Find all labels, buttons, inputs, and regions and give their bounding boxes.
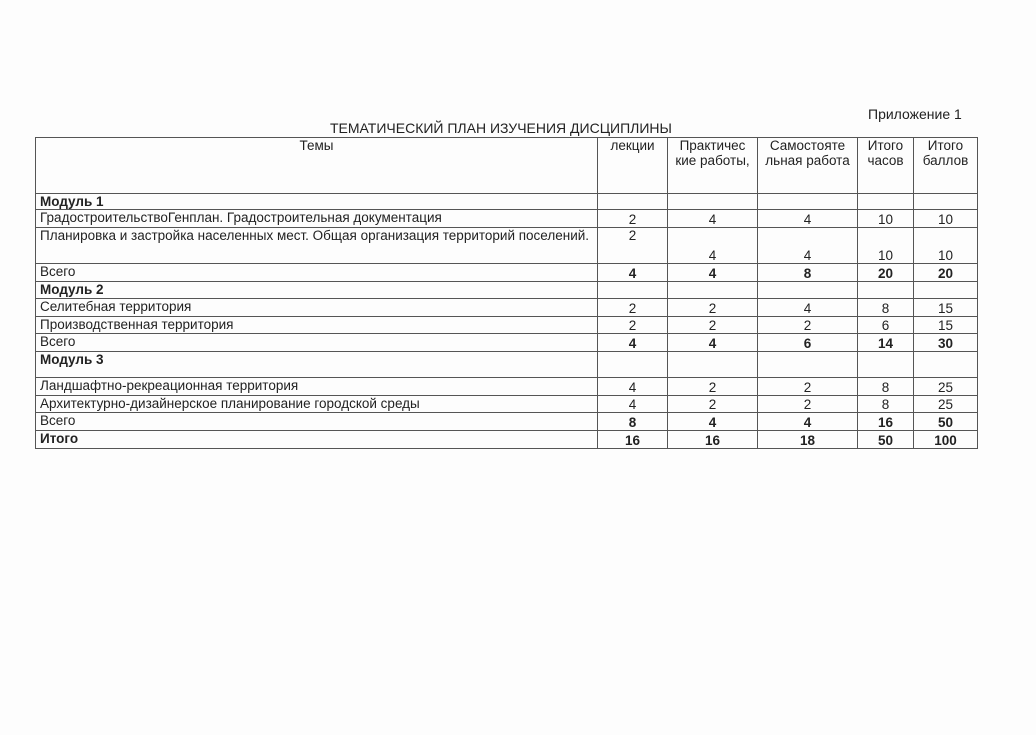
topic-cell: Селитебная территория <box>36 299 598 317</box>
value-cell: 4 <box>668 228 758 264</box>
table-row <box>36 334 978 352</box>
value-cell <box>668 352 758 378</box>
header-total-points: Итого баллов <box>914 138 978 194</box>
value-cell: 16 <box>668 431 758 449</box>
value-cell <box>858 194 914 210</box>
header-topics: Темы <box>36 138 598 194</box>
table-row <box>36 210 978 228</box>
header-practical: Практичес кие работы, <box>668 138 758 194</box>
header-self-study: Самостояте льная работа <box>758 138 858 194</box>
topic-cell: Производственная территория <box>36 317 598 334</box>
topic-cell: Модуль 3 <box>36 352 598 378</box>
value-cell: 20 <box>858 264 914 282</box>
value-cell: 10 <box>914 228 978 264</box>
value-cell: 8 <box>858 396 914 413</box>
table-row <box>36 194 978 210</box>
table-row <box>36 264 978 282</box>
value-cell: 2 <box>668 378 758 396</box>
value-cell <box>598 282 668 299</box>
value-cell: 4 <box>598 264 668 282</box>
value-cell: 4 <box>668 264 758 282</box>
topic-cell: Модуль 1 <box>36 194 598 210</box>
value-cell <box>914 282 978 299</box>
value-cell: 4 <box>668 210 758 228</box>
document-title: ТЕМАТИЧЕСКИЙ ПЛАН ИЗУЧЕНИЯ ДИСЦИПЛИНЫ <box>330 120 672 136</box>
value-cell: 8 <box>858 299 914 317</box>
table-row <box>36 378 978 396</box>
value-cell: 2 <box>758 317 858 334</box>
value-cell: 6 <box>858 317 914 334</box>
value-cell: 4 <box>598 378 668 396</box>
topic-cell: Планировка и застройка населенных мест. Общая организация территорий поселений. <box>36 228 598 264</box>
value-cell <box>858 282 914 299</box>
value-cell: 4 <box>758 210 858 228</box>
value-cell: 8 <box>858 378 914 396</box>
table-row <box>36 396 978 413</box>
value-cell: 16 <box>598 431 668 449</box>
value-cell: 4 <box>668 334 758 352</box>
value-cell <box>758 352 858 378</box>
table-row <box>36 317 978 334</box>
topic-cell: Всего <box>36 264 598 282</box>
value-cell <box>668 282 758 299</box>
topic-cell: Модуль 2 <box>36 282 598 299</box>
value-cell: 10 <box>914 210 978 228</box>
value-cell: 50 <box>858 431 914 449</box>
value-cell: 4 <box>758 299 858 317</box>
table-row <box>36 413 978 431</box>
value-cell: 2 <box>598 228 668 264</box>
value-cell: 14 <box>858 334 914 352</box>
value-cell: 2 <box>668 396 758 413</box>
value-cell: 2 <box>598 210 668 228</box>
value-cell: 16 <box>858 413 914 431</box>
value-cell: 100 <box>914 431 978 449</box>
table-row <box>36 352 978 378</box>
value-cell <box>598 194 668 210</box>
value-cell: 50 <box>914 413 978 431</box>
value-cell: 10 <box>858 228 914 264</box>
table-row <box>36 431 978 449</box>
topic-cell: Ландшафтно-рекреационная территория <box>36 378 598 396</box>
value-cell <box>758 194 858 210</box>
topic-cell: ГрадостроительствоГенплан. Градостроительная документация <box>36 210 598 228</box>
value-cell: 25 <box>914 396 978 413</box>
table-row <box>36 299 978 317</box>
value-cell: 2 <box>598 317 668 334</box>
value-cell: 4 <box>668 413 758 431</box>
value-cell: 2 <box>758 396 858 413</box>
table-row <box>36 228 978 264</box>
appendix-label: Приложение 1 <box>868 106 962 122</box>
value-cell <box>598 352 668 378</box>
value-cell: 2 <box>598 299 668 317</box>
topic-cell: Всего <box>36 334 598 352</box>
value-cell: 2 <box>668 317 758 334</box>
value-cell: 2 <box>758 378 858 396</box>
value-cell: 4 <box>758 413 858 431</box>
value-cell: 6 <box>758 334 858 352</box>
value-cell: 18 <box>758 431 858 449</box>
topic-cell: Итого <box>36 431 598 449</box>
value-cell: 2 <box>668 299 758 317</box>
value-cell <box>914 352 978 378</box>
value-cell: 20 <box>914 264 978 282</box>
value-cell: 15 <box>914 299 978 317</box>
value-cell: 25 <box>914 378 978 396</box>
value-cell: 4 <box>758 228 858 264</box>
value-cell <box>758 282 858 299</box>
header-lectures: лекции <box>598 138 668 194</box>
thematic-plan-table <box>35 137 978 449</box>
table-header-row <box>36 138 978 194</box>
value-cell <box>858 352 914 378</box>
table-row <box>36 282 978 299</box>
value-cell: 10 <box>858 210 914 228</box>
value-cell: 30 <box>914 334 978 352</box>
value-cell <box>914 194 978 210</box>
value-cell: 15 <box>914 317 978 334</box>
value-cell: 4 <box>598 334 668 352</box>
value-cell: 8 <box>758 264 858 282</box>
header-total-hours: Итого часов <box>858 138 914 194</box>
value-cell: 8 <box>598 413 668 431</box>
topic-cell: Всего <box>36 413 598 431</box>
value-cell: 4 <box>598 396 668 413</box>
value-cell <box>668 194 758 210</box>
topic-cell: Архитектурно-дизайнерское планирование городской среды <box>36 396 598 413</box>
